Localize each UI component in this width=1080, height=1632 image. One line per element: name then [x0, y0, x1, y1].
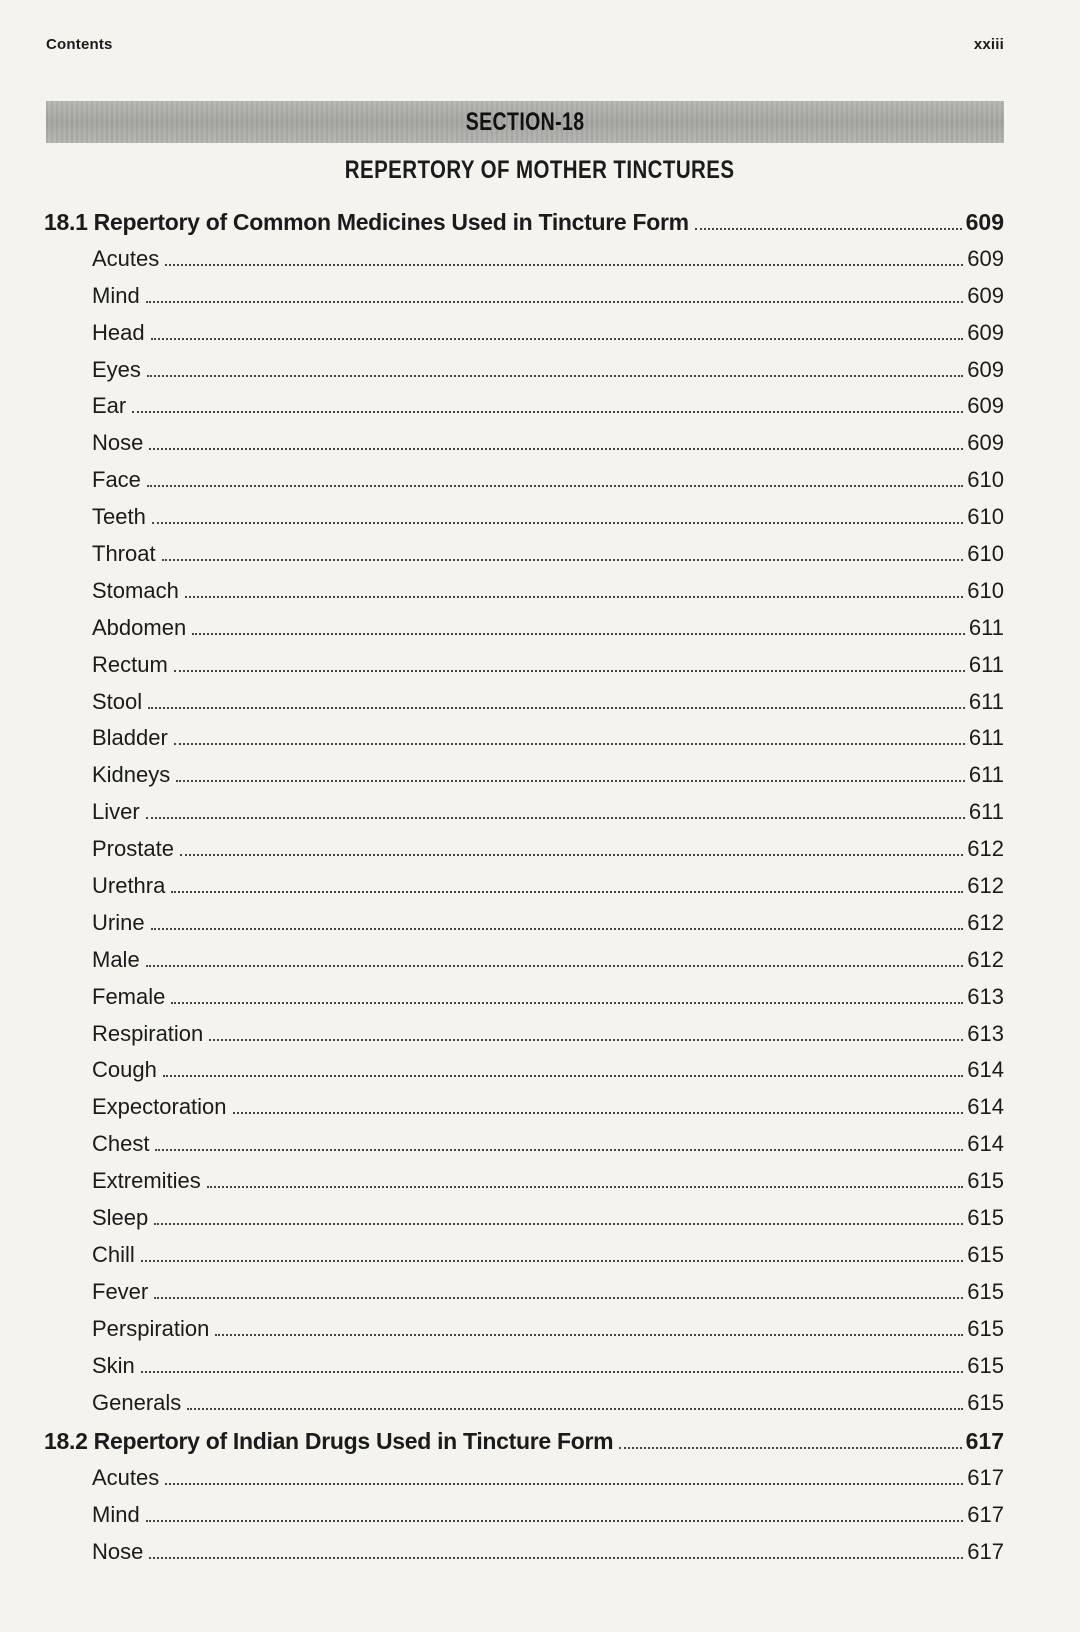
- toc-entry-label: Urethra: [92, 873, 166, 899]
- dot-leader: [174, 669, 965, 672]
- toc-entry-label: Throat: [92, 541, 156, 567]
- toc-entry[interactable]: [44, 1502, 1004, 1539]
- toc-entry-label: Female: [92, 983, 166, 1009]
- toc-entry[interactable]: [44, 652, 1004, 689]
- toc-entry[interactable]: [44, 1131, 1004, 1168]
- toc-entry[interactable]: [44, 1390, 1004, 1427]
- toc-entry-label: Fever: [92, 1278, 149, 1304]
- toc-entry[interactable]: [44, 246, 1004, 283]
- toc-entry-label: Perspiration: [92, 1315, 210, 1341]
- toc-entry-label: Extremities: [92, 1168, 201, 1194]
- dot-leader: [171, 890, 963, 893]
- dot-leader: [151, 337, 964, 340]
- toc-entry-label: Head: [92, 319, 145, 345]
- toc-entry[interactable]: [44, 689, 1004, 726]
- toc-entry-page: 617: [965, 1428, 1004, 1455]
- dot-leader: [132, 410, 963, 413]
- dot-leader: [146, 300, 964, 303]
- dot-leader: [155, 1148, 963, 1151]
- section-title-band: [46, 101, 1004, 143]
- toc-entry[interactable]: [44, 873, 1004, 910]
- dot-leader: [192, 632, 965, 635]
- dot-leader: [152, 521, 963, 524]
- toc-entry-page: 609: [967, 245, 1004, 271]
- toc-entry-page: 611: [968, 614, 1004, 640]
- dot-leader: [185, 595, 963, 598]
- toc-heading-entry[interactable]: [44, 209, 1004, 246]
- toc-entry-page: 614: [967, 1094, 1004, 1120]
- toc-entry-label: Male: [92, 946, 140, 972]
- toc-entry[interactable]: [44, 467, 1004, 504]
- toc-entry-page: 610: [967, 541, 1004, 567]
- toc-entry[interactable]: [44, 283, 1004, 320]
- table-of-contents: [44, 209, 1004, 1576]
- toc-entry-label: Rectum: [92, 651, 168, 677]
- dot-leader: [146, 816, 965, 819]
- dot-leader: [163, 1074, 963, 1077]
- toc-entry[interactable]: [44, 541, 1004, 578]
- toc-entry[interactable]: [44, 984, 1004, 1021]
- toc-entry-page: 611: [968, 725, 1004, 751]
- toc-entry-label: Abdomen: [92, 614, 187, 640]
- toc-entry-page: 615: [967, 1205, 1004, 1231]
- toc-entry[interactable]: [44, 1021, 1004, 1058]
- toc-heading-entry[interactable]: [44, 1428, 1004, 1465]
- toc-entry-label: Mind: [92, 1502, 140, 1528]
- toc-entry-label: Stool: [92, 688, 143, 714]
- dot-leader: [187, 1407, 963, 1410]
- toc-entry[interactable]: [44, 615, 1004, 652]
- toc-entry[interactable]: [44, 1168, 1004, 1205]
- toc-entry[interactable]: [44, 393, 1004, 430]
- toc-entry-page: 609: [967, 393, 1004, 419]
- toc-entry-label: Nose: [92, 1539, 144, 1565]
- dot-leader: [165, 1482, 963, 1485]
- toc-entry-page: 615: [967, 1389, 1004, 1415]
- toc-entry-label: Bladder: [92, 725, 168, 751]
- toc-entry-label: Chill: [92, 1241, 135, 1267]
- dot-leader: [141, 1259, 963, 1262]
- dot-leader: [695, 227, 962, 230]
- toc-entry-page: 615: [967, 1315, 1004, 1341]
- toc-entry-label: Acutes: [92, 245, 160, 271]
- dot-leader: [147, 484, 963, 487]
- dot-leader: [176, 779, 965, 782]
- toc-entry[interactable]: [44, 430, 1004, 467]
- toc-entry-page: 610: [967, 504, 1004, 530]
- toc-entry-page: 612: [967, 946, 1004, 972]
- dot-leader: [146, 1519, 964, 1522]
- toc-entry[interactable]: [44, 910, 1004, 947]
- toc-entry[interactable]: [44, 1205, 1004, 1242]
- toc-entry-label: Skin: [92, 1352, 135, 1378]
- toc-entry[interactable]: [44, 578, 1004, 615]
- toc-entry-label: Expectoration: [92, 1094, 227, 1120]
- toc-entry-page: 617: [967, 1465, 1004, 1491]
- toc-entry-page: 615: [967, 1168, 1004, 1194]
- toc-entry-page: 617: [967, 1539, 1004, 1565]
- toc-entry[interactable]: [44, 799, 1004, 836]
- running-head: [46, 36, 1004, 53]
- toc-entry-page: 609: [967, 430, 1004, 456]
- dot-leader: [149, 1556, 963, 1559]
- toc-entry-label: 18.2 Repertory of Indian Drugs Used in Tincture Form: [44, 1428, 614, 1455]
- page-number-roman: xxiii: [973, 36, 1004, 53]
- toc-entry-page: 610: [967, 467, 1004, 493]
- dot-leader: [180, 853, 963, 856]
- toc-entry-label: Nose: [92, 430, 144, 456]
- toc-entry[interactable]: [44, 947, 1004, 984]
- dot-leader: [215, 1333, 963, 1336]
- toc-entry-label: Mind: [92, 282, 140, 308]
- toc-entry-label: 18.1 Repertory of Common Medicines Used in Tincture Form: [44, 209, 689, 235]
- toc-entry-page: 611: [968, 799, 1004, 825]
- dot-leader: [174, 742, 965, 745]
- toc-entry-page: 612: [967, 873, 1004, 899]
- toc-entry[interactable]: [44, 1465, 1004, 1502]
- toc-entry[interactable]: [44, 1316, 1004, 1353]
- toc-entry-label: Cough: [92, 1057, 157, 1083]
- toc-entry[interactable]: [44, 504, 1004, 541]
- toc-entry[interactable]: [44, 320, 1004, 357]
- toc-entry-page: 611: [968, 688, 1004, 714]
- dot-leader: [209, 1038, 963, 1041]
- toc-entry-label: Ear: [92, 393, 127, 419]
- toc-entry-page: 609: [967, 356, 1004, 382]
- toc-entry[interactable]: [44, 762, 1004, 799]
- toc-entry-page: 612: [967, 836, 1004, 862]
- dot-leader: [171, 1001, 963, 1004]
- toc-entry-page: 613: [967, 983, 1004, 1009]
- toc-entry-page: 617: [967, 1502, 1004, 1528]
- toc-entry[interactable]: [44, 1279, 1004, 1316]
- dot-leader: [147, 374, 963, 377]
- dot-leader: [151, 927, 964, 930]
- toc-entry[interactable]: [44, 357, 1004, 394]
- toc-entry-label: Chest: [92, 1131, 150, 1157]
- dot-leader: [619, 1446, 961, 1449]
- toc-entry-label: Urine: [92, 909, 145, 935]
- toc-entry[interactable]: [44, 1057, 1004, 1094]
- dot-leader: [141, 1370, 963, 1373]
- toc-entry-label: Prostate: [92, 836, 174, 862]
- toc-entry-page: 610: [967, 577, 1004, 603]
- toc-entry-page: 609: [965, 209, 1004, 235]
- section-title: SECTION-18: [465, 107, 585, 136]
- toc-entry[interactable]: [44, 1094, 1004, 1131]
- dot-leader: [165, 263, 963, 266]
- toc-entry[interactable]: [44, 1242, 1004, 1279]
- toc-entry-page: 614: [967, 1131, 1004, 1157]
- toc-entry-page: 612: [967, 909, 1004, 935]
- toc-entry-page: 614: [967, 1057, 1004, 1083]
- dot-leader: [148, 706, 965, 709]
- toc-entry-label: Kidneys: [92, 762, 171, 788]
- toc-entry-page: 615: [967, 1241, 1004, 1267]
- toc-entry-label: Stomach: [92, 577, 179, 603]
- toc-entry-page: 615: [967, 1352, 1004, 1378]
- toc-entry-page: 613: [967, 1020, 1004, 1046]
- toc-entry-page: 609: [967, 319, 1004, 345]
- toc-entry[interactable]: [44, 725, 1004, 762]
- dot-leader: [162, 558, 964, 561]
- dot-leader: [233, 1111, 964, 1114]
- section-subtitle: REPERTORY OF MOTHER TINCTURES: [345, 156, 735, 184]
- toc-entry-label: Face: [92, 467, 141, 493]
- dot-leader: [154, 1222, 963, 1225]
- running-head-left: Contents: [46, 36, 113, 53]
- toc-entry-label: Acutes: [92, 1465, 160, 1491]
- dot-leader: [146, 964, 964, 967]
- toc-entry-page: 615: [967, 1278, 1004, 1304]
- toc-entry-page: 609: [967, 282, 1004, 308]
- toc-entry-label: Eyes: [92, 356, 141, 382]
- toc-entry-label: Sleep: [92, 1205, 149, 1231]
- toc-entry-label: Generals: [92, 1389, 182, 1415]
- toc-entry[interactable]: [44, 1353, 1004, 1390]
- toc-entry-label: Liver: [92, 799, 140, 825]
- toc-entry-label: Respiration: [92, 1020, 204, 1046]
- dot-leader: [149, 447, 963, 450]
- dot-leader: [154, 1296, 963, 1299]
- toc-entry[interactable]: [44, 1539, 1004, 1576]
- toc-entry-page: 611: [968, 762, 1004, 788]
- toc-entry-page: 611: [968, 651, 1004, 677]
- toc-entry-label: Teeth: [92, 504, 146, 530]
- dot-leader: [207, 1185, 963, 1188]
- toc-entry[interactable]: [44, 836, 1004, 873]
